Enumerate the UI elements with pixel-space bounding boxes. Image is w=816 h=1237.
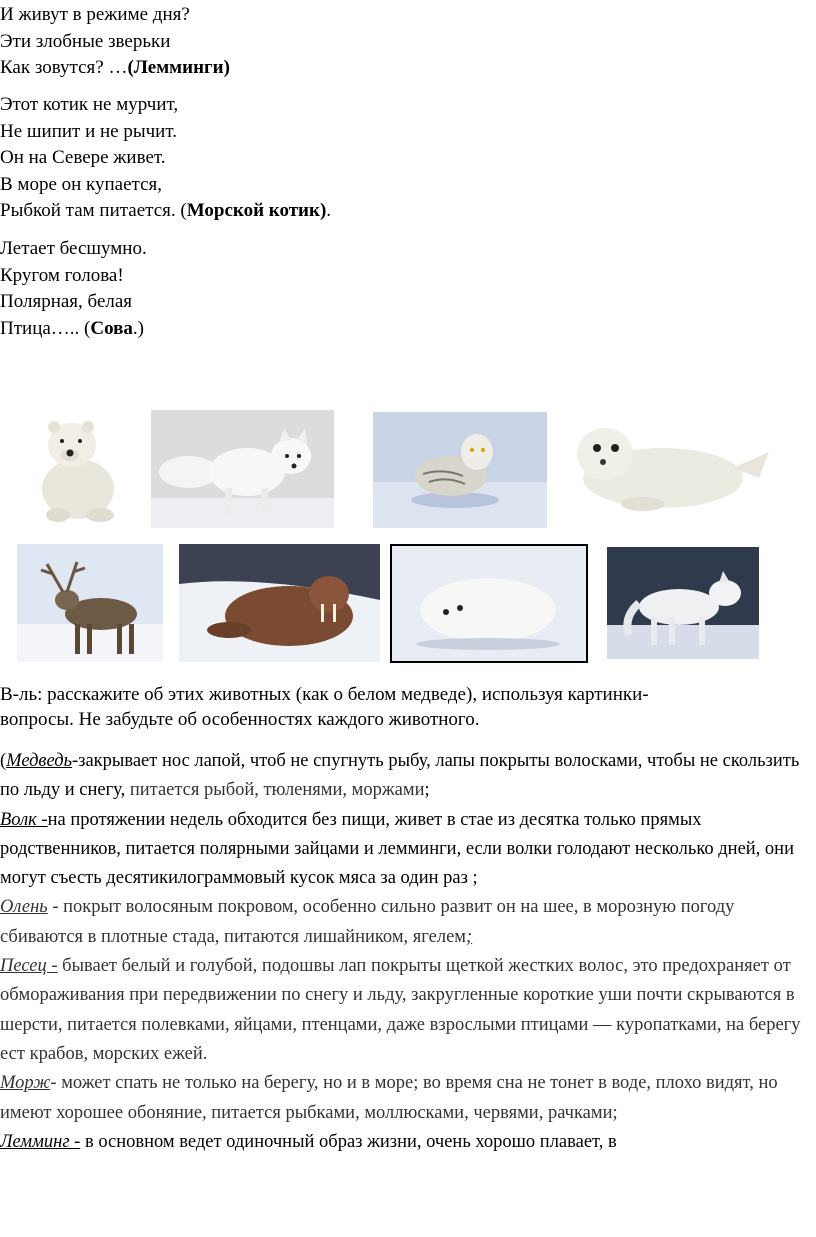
description-reindeer: Олень - покрыт волосяным покровом, особенно сильно развит он на шее, в морозную погоду сбиваются в плотные стада, питаются лишайником, ягелем; [0, 897, 735, 947]
riddle-answer-line: Птица….. (Сова.) [0, 317, 144, 339]
seal-pup-photo [390, 544, 588, 663]
animal-name: Морж [0, 1073, 51, 1094]
reindeer-photo [17, 544, 163, 662]
animal-name: Медведь [6, 751, 72, 771]
riddle-answer-line: Рыбкой там питается. (Морской котик). [0, 200, 332, 221]
riddle-line: Он на Севере живет. [0, 147, 166, 168]
animal-descriptions [0, 747, 812, 1157]
animal-name: Олень [0, 897, 48, 918]
polar-bear-photo [22, 405, 124, 525]
description-walrus: Морж- может спать не только на берегу, но и в море; во время сна не тонет в воде, плохо видят, но имеют хорошее обоняние, питается рыбками, моллюсками, червями, рачками; [0, 1073, 778, 1123]
animal-name: Лемминг - [0, 1131, 81, 1152]
animal-name: Песец - [0, 956, 58, 977]
walrus-photo [179, 544, 380, 662]
riddle-answer: Сова [90, 317, 133, 339]
prompt-line: В-ль: расскажите об этих животных (как о белом медведе), используя картинки- [0, 684, 649, 705]
riddle-line: Кругом голова! [0, 264, 124, 286]
description-bear: (Медведь-закрывает нос лапой, чтоб не спугнуть рыбу, лапы покрыты волосками, чтобы не скользить по льду и снегу, питается рыбой, тюленями, моржами; [0, 751, 800, 801]
riddle-line: Эти злобные зверьки [0, 30, 171, 52]
description-arctic-fox: Песец - бывает белый и голубой, подошвы лап покрыты щеткой жестких волос, это предохраняет от обмораживания при передвижении по снегу и льду, закругленные короткие уши почти скрываются в шерсти, питается полевками, яйцами, птенцами, даже взрослыми птицами — куропатками, на берегу ест крабов, морских ежей. [0, 956, 801, 1064]
riddle-answer: (Лемминги) [127, 57, 230, 78]
riddle-owl [0, 236, 147, 342]
riddle-line: Летает бесшумно. [0, 238, 147, 259]
snowy-owl-photo [373, 412, 547, 528]
teacher-prompt [0, 682, 810, 732]
riddle-line: Полярная, белая [0, 291, 133, 312]
riddle-line: Не шипит и не рычит. [0, 120, 177, 142]
riddle-line: В море он купается, [0, 173, 163, 195]
animal-name: Волк - [0, 809, 48, 830]
arctic-wolf-photo [607, 547, 759, 659]
riddle-answer-line: Как зовутся? …(Лемминги) [0, 57, 230, 78]
description-wolf: Волк -на протяжении недель обходится без пищи, живет в стае из десятка только прямых родственников, питается полярными зайцами и лемминги, если волки голодают несколько дней, они могут съесть десятикилограммовый кусок мяса за один раз ; [0, 809, 794, 889]
description-lemming: Лемминг - в основном ведет одиночный образ жизни, очень хорошо плавает, в [0, 1131, 617, 1152]
riddle-lemmings [0, 2, 230, 82]
riddle-line: И живут в режиме дня? [0, 4, 190, 25]
riddle-line: Этот котик не мурчит, [0, 94, 179, 115]
arctic-fox-photo [151, 410, 334, 528]
riddle-answer: Морской котик) [186, 200, 327, 221]
prompt-line: вопросы. Не забудьте об особенностях каждого животного. [0, 709, 480, 730]
riddle-fur-seal [0, 92, 331, 225]
seal-photo [563, 408, 778, 528]
